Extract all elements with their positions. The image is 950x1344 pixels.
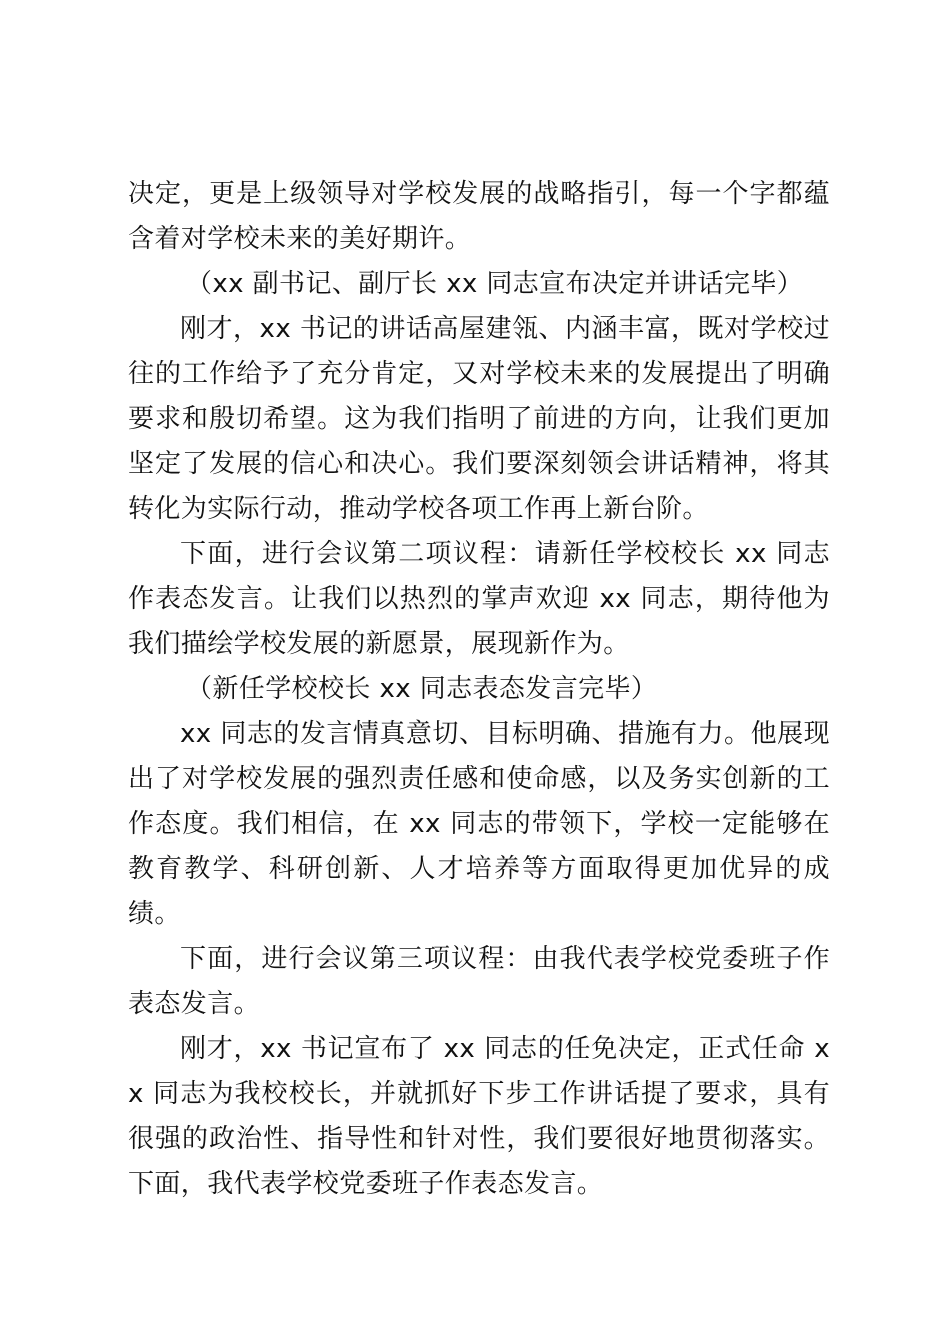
paragraph-6: 刚才，xx 书记宣布了 xx 同志的任免决定，正式任命 xx 同志为我校校长，并就抓好下步工作讲话提了要求，具有很强的政治性、指导性和针对性，我们要很好地贯彻落实。下面，我代表学校党委班子作表态发言。 (128, 1034, 830, 1199)
stage-note-2: （新任学校校长 xx 同志表态发言完毕） (186, 674, 658, 704)
paragraph-1: 决定，更是上级领导对学校发展的战略指引，每一个字都蕴含着对学校未来的美好期许。 (128, 179, 830, 254)
document-page (128, 172, 830, 1207)
paragraph-2: 刚才，xx 书记的讲话高屋建瓴、内涵丰富，既对学校过往的工作给予了充分肯定，又对学校未来的发展提出了明确要求和殷切希望。这为我们指明了前进的方向，让我们更加坚定了发展的信心和决心。我们要深刻领会讲话精神，将其转化为实际行动，推动学校各项工作再上新台阶。 (128, 314, 830, 524)
paragraph-5: 下面，进行会议第三项议程：由我代表学校党委班子作表态发言。 (128, 944, 830, 1019)
paragraph-4: xx 同志的发言情真意切、目标明确、措施有力。他展现出了对学校发展的强烈责任感和使命感，以及务实创新的工作态度。我们相信，在 xx 同志的带领下，学校一定能够在教育教学、科研创新、人才培养等方面取得更加优异的成绩。 (128, 719, 830, 929)
paragraph-3: 下面，进行会议第二项议程：请新任学校校长 xx 同志作表态发言。让我们以热烈的掌声欢迎 xx 同志，期待他为我们描绘学校发展的新愿景，展现新作为。 (128, 539, 830, 659)
stage-note-1: （xx 副书记、副厅长 xx 同志宣布决定并讲话完毕） (186, 269, 804, 299)
